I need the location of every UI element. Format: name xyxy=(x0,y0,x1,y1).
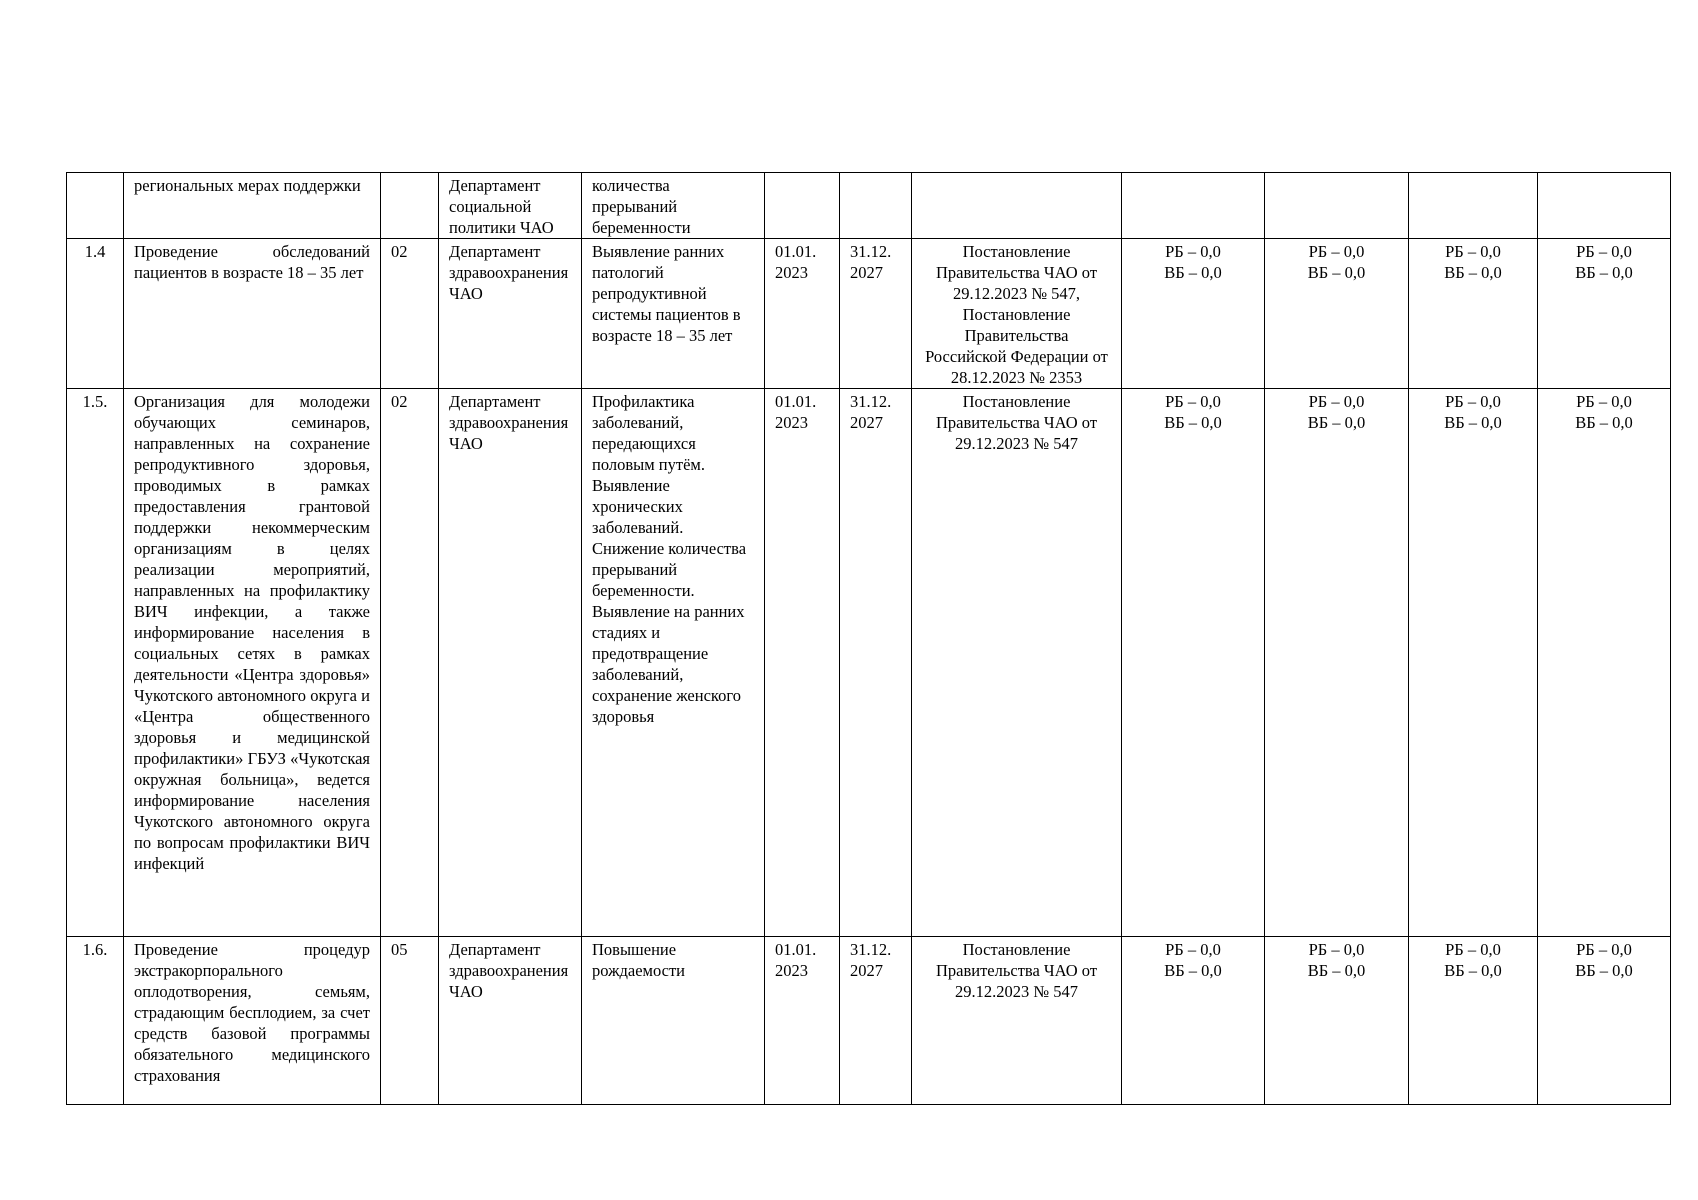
funding-vb: ВБ – 0,0 xyxy=(1444,413,1502,432)
funding-cell xyxy=(1538,239,1671,389)
measure-name: региональных мерах поддержки xyxy=(124,173,381,239)
funding-rb: РБ – 0,0 xyxy=(1445,940,1501,959)
funding-cell xyxy=(1265,239,1409,389)
measure-name: Проведение обследований пациентов в возрасте 18 – 35 лет xyxy=(124,239,381,389)
start-date: 01.01. 2023 xyxy=(765,937,840,1105)
expected-result: Профилактика заболеваний, передающихся половым путём. Выявление хронических заболеваний. Снижение количества прерываний беременности. Выявление на ранних стадиях и предотвращение заболеваний, сохранение женского здоровья xyxy=(582,389,765,937)
funding-vb: ВБ – 0,0 xyxy=(1164,413,1222,432)
funding-rb: РБ – 0,0 xyxy=(1308,242,1365,261)
funding-vb: ВБ – 0,0 xyxy=(1444,961,1502,980)
funding-vb: ВБ – 0,0 xyxy=(1164,961,1222,980)
funding-vb: ВБ – 0,0 xyxy=(1444,263,1502,282)
funding-vb: ВБ – 0,0 xyxy=(1307,961,1366,980)
table-row xyxy=(67,239,1671,389)
table-row xyxy=(67,389,1671,937)
funding-rb: РБ – 0,0 xyxy=(1445,242,1501,261)
funding-cell xyxy=(1409,937,1538,1105)
measure-code: 02 xyxy=(381,389,439,937)
funding-vb: ВБ – 0,0 xyxy=(1164,263,1222,282)
start-date xyxy=(765,173,840,239)
funding-cell xyxy=(1265,173,1409,239)
funding-cell xyxy=(1122,937,1265,1105)
funding-cell xyxy=(1122,173,1265,239)
funding-cell xyxy=(1409,239,1538,389)
start-date: 01.01. 2023 xyxy=(765,389,840,937)
funding-rb: РБ – 0,0 xyxy=(1165,242,1221,261)
funding-cell xyxy=(1538,937,1671,1105)
measure-name: Организация для молодежи обучающих семинаров, направленных на сохранение репродуктивного здоровья, проводимых в рамках предоставления грантовой поддержки некоммерческим организациям в целях реализации мероприятий, направленных на профилактику ВИЧ инфекции, а также информирование населения в социальных сетях в рамках деятельности «Центра здоровья» Чукотского автономного округа и «Центра общественного здоровья и медицинской профилактики» ГБУЗ «Чукотская окружная больница», ведется информирование населения Чукотского автономного округа по вопросам профилактики ВИЧ инфекций xyxy=(124,389,381,937)
responsible-department: Департамент здравоохранения ЧАО xyxy=(439,937,582,1105)
measure-name: Проведение процедур экстракорпорального оплодотворения, семьям, страдающим бесплодием, за счет средств базовой программы обязательного медицинского страхования xyxy=(124,937,381,1105)
funding-cell xyxy=(1122,389,1265,937)
measure-code: 05 xyxy=(381,937,439,1105)
measures-table xyxy=(66,172,1671,1105)
responsible-department: Департамент здравоохранения ЧАО xyxy=(439,239,582,389)
funding-cell xyxy=(1409,389,1538,937)
expected-result: Выявление ранних патологий репродуктивной системы пациентов в возрасте 18 – 35 лет xyxy=(582,239,765,389)
funding-rb: РБ – 0,0 xyxy=(1165,940,1221,959)
expected-result: количества прерываний беременности xyxy=(582,173,765,239)
measure-code: 02 xyxy=(381,239,439,389)
funding-cell xyxy=(1265,937,1409,1105)
start-date: 01.01. 2023 xyxy=(765,239,840,389)
funding-rb: РБ – 0,0 xyxy=(1445,392,1501,411)
funding-rb: РБ – 0,0 xyxy=(1576,392,1632,411)
responsible-department: Департамент социальной политики ЧАО xyxy=(439,173,582,239)
row-number xyxy=(67,173,124,239)
legal-basis: Постановление Правительства ЧАО от 29.12.2023 № 547 xyxy=(912,389,1122,937)
expected-result: Повышение рождаемости xyxy=(582,937,765,1105)
funding-vb: ВБ – 0,0 xyxy=(1307,263,1366,282)
funding-rb: РБ – 0,0 xyxy=(1165,392,1221,411)
end-date: 31.12. 2027 xyxy=(840,937,912,1105)
funding-vb: ВБ – 0,0 xyxy=(1307,413,1366,432)
funding-vb: ВБ – 0,0 xyxy=(1575,263,1633,282)
row-number: 1.6. xyxy=(67,937,124,1105)
legal-basis xyxy=(912,173,1122,239)
funding-vb: ВБ – 0,0 xyxy=(1575,961,1633,980)
row-number: 1.4 xyxy=(67,239,124,389)
funding-rb: РБ – 0,0 xyxy=(1576,940,1632,959)
funding-rb: РБ – 0,0 xyxy=(1308,392,1365,411)
legal-basis: Постановление Правительства ЧАО от 29.12.2023 № 547 xyxy=(912,937,1122,1105)
end-date xyxy=(840,173,912,239)
funding-cell xyxy=(1538,389,1671,937)
measure-code xyxy=(381,173,439,239)
funding-vb: ВБ – 0,0 xyxy=(1575,413,1633,432)
funding-cell xyxy=(1122,239,1265,389)
end-date: 31.12. 2027 xyxy=(840,389,912,937)
end-date: 31.12. 2027 xyxy=(840,239,912,389)
legal-basis: Постановление Правительства ЧАО от 29.12.2023 № 547, Постановление Правительства Российской Федерации от 28.12.2023 № 2353 xyxy=(912,239,1122,389)
table-row xyxy=(67,937,1671,1105)
table-row xyxy=(67,173,1671,239)
funding-cell xyxy=(1409,173,1538,239)
responsible-department: Департамент здравоохранения ЧАО xyxy=(439,389,582,937)
funding-cell xyxy=(1538,173,1671,239)
funding-rb: РБ – 0,0 xyxy=(1308,940,1365,959)
funding-cell xyxy=(1265,389,1409,937)
funding-rb: РБ – 0,0 xyxy=(1576,242,1632,261)
row-number: 1.5. xyxy=(67,389,124,937)
